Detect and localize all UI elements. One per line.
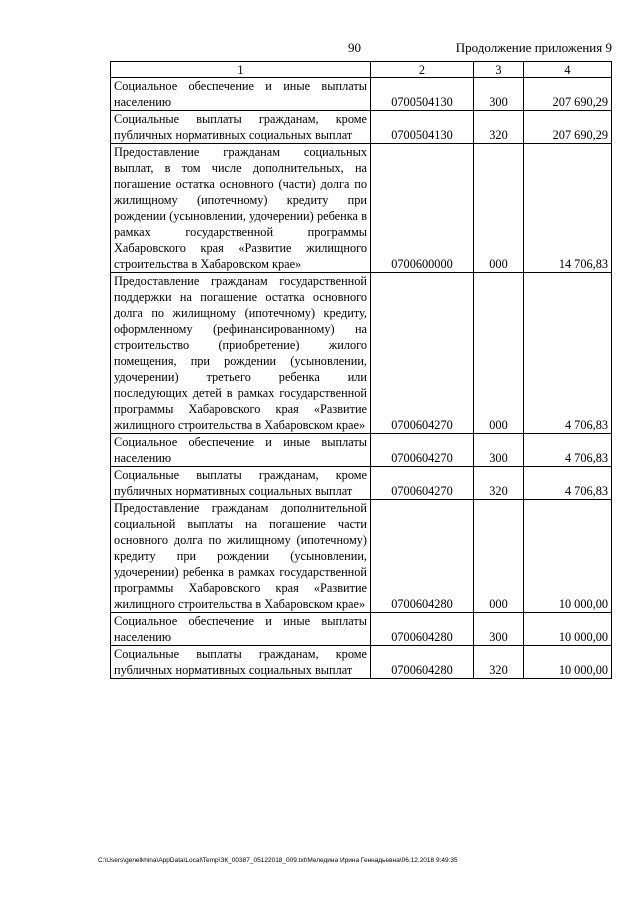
column-header: 1 bbox=[111, 62, 371, 78]
column-header: 3 bbox=[474, 62, 524, 78]
row-expense-type: 320 bbox=[474, 111, 524, 144]
row-amount: 4 706,83 bbox=[524, 467, 612, 500]
row-expense-type: 000 bbox=[474, 144, 524, 273]
row-name: Предоставление гражданам социальных выплат, в том числе дополнительных, на погашение остатка основного (части) долга по жилищному (ипотечному) кредиту при рождении (усыновлении, удочерении) ребенка в рамках государственной программы Хабаровского края «Развитие жилищного строительства в Хабаровском крае» bbox=[111, 144, 371, 273]
column-header: 4 bbox=[524, 62, 612, 78]
row-name: Предоставление гражданам государственной поддержки на погашение остатка основного долга по жилищному (ипотечному) кредиту, оформленному (рефинансированному) на строительство (приобретение) жилого помещения, при рождении (усыновлении, удочерении) третьего ребенка или последующих детей в рамках государственной программы Хабаровского края «Развитие жилищного строительства в Хабаровском крае» bbox=[111, 273, 371, 434]
table-row bbox=[111, 434, 612, 467]
row-name: Предоставление гражданам дополнительной социальной выплаты на погашение части основного долга по жилищному (ипотечному) кредиту при рождении (усыновлении, удочерении) ребенка в рамках государственной программы Хабаровского края «Развитие жилищного строительства в Хабаровском крае» bbox=[111, 500, 371, 613]
table-row bbox=[111, 613, 612, 646]
document-file-path: C:\Users\genelkhina\AppData\Local\Temp\ЗК_00387_05122018_009.txt\Меледина Ирина Геннадьевна\06.12.2018 9:49:35 bbox=[98, 857, 458, 864]
row-target-code: 0700604280 bbox=[371, 646, 474, 679]
row-name: Социальное обеспечение и иные выплаты населению bbox=[111, 78, 371, 111]
row-expense-type: 320 bbox=[474, 646, 524, 679]
column-header: 2 bbox=[371, 62, 474, 78]
row-expense-type: 320 bbox=[474, 467, 524, 500]
row-amount: 10 000,00 bbox=[524, 500, 612, 613]
row-target-code: 0700604270 bbox=[371, 467, 474, 500]
row-expense-type: 300 bbox=[474, 78, 524, 111]
row-amount: 10 000,00 bbox=[524, 646, 612, 679]
row-name: Социальные выплаты гражданам, кроме публичных нормативных социальных выплат bbox=[111, 111, 371, 144]
row-target-code: 0700504130 bbox=[371, 78, 474, 111]
table-row bbox=[111, 646, 612, 679]
page-number: 90 bbox=[348, 40, 361, 55]
row-amount: 14 706,83 bbox=[524, 144, 612, 273]
row-amount: 4 706,83 bbox=[524, 434, 612, 467]
budget-table bbox=[110, 61, 612, 679]
row-target-code: 0700604280 bbox=[371, 613, 474, 646]
table-row bbox=[111, 111, 612, 144]
row-amount: 207 690,29 bbox=[524, 78, 612, 111]
row-expense-type: 000 bbox=[474, 500, 524, 613]
row-name: Социальные выплаты гражданам, кроме публичных нормативных социальных выплат bbox=[111, 467, 371, 500]
row-expense-type: 300 bbox=[474, 613, 524, 646]
row-target-code: 0700604280 bbox=[371, 500, 474, 613]
row-expense-type: 300 bbox=[474, 434, 524, 467]
row-name: Социальное обеспечение и иные выплаты населению bbox=[111, 613, 371, 646]
row-target-code: 0700604270 bbox=[371, 273, 474, 434]
row-target-code: 0700504130 bbox=[371, 111, 474, 144]
table-row bbox=[111, 467, 612, 500]
table-row bbox=[111, 78, 612, 111]
row-target-code: 0700604270 bbox=[371, 434, 474, 467]
table-row bbox=[111, 144, 612, 273]
table-row bbox=[111, 273, 612, 434]
row-amount: 207 690,29 bbox=[524, 111, 612, 144]
table-header-row bbox=[111, 62, 612, 78]
appendix-continuation-label: Продолжение приложения 9 bbox=[455, 40, 612, 55]
row-target-code: 0700600000 bbox=[371, 144, 474, 273]
row-expense-type: 000 bbox=[474, 273, 524, 434]
row-amount: 10 000,00 bbox=[524, 613, 612, 646]
row-amount: 4 706,83 bbox=[524, 273, 612, 434]
row-name: Социальные выплаты гражданам, кроме публичных нормативных социальных выплат bbox=[111, 646, 371, 679]
row-name: Социальное обеспечение и иные выплаты населению bbox=[111, 434, 371, 467]
table-row bbox=[111, 500, 612, 613]
